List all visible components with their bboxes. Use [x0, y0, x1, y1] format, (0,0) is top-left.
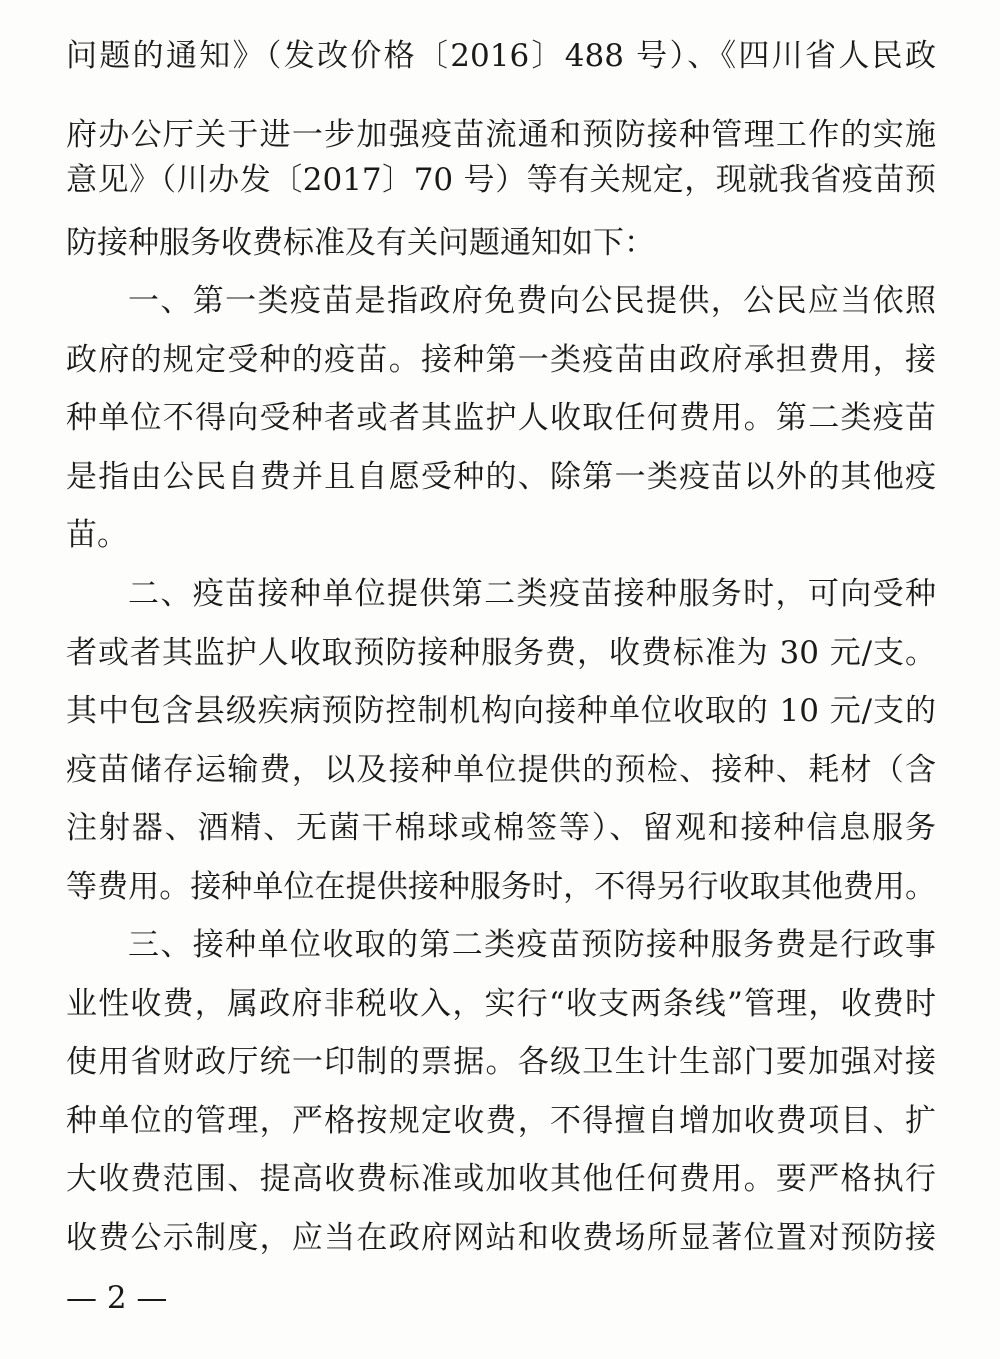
text-line: 注射器、酒精、无菌干棉球或棉签等）、留观和接种信息服务 — [66, 810, 936, 846]
text-line: 者或者其监护人收取预防接种服务费，收费标准为 30 元/支。 — [66, 635, 936, 671]
text-line: 使用省财政厅统一印制的票据。各级卫生计生部门要加强对接 — [66, 1044, 936, 1080]
text-line: 种单位不得向受种者或者其监护人收取任何费用。第二类疫苗 — [66, 400, 936, 436]
paragraph-2-first-line: 二、疫苗接种单位提供第二类疫苗接种服务时，可向受种 — [128, 576, 936, 612]
text-line: 是指由公民自费并且自愿受种的、除第一类疫苗以外的其他疫 — [66, 459, 936, 495]
paragraph-3-first-line: 三、接种单位收取的第二类疫苗预防接种服务费是行政事 — [128, 927, 936, 963]
text-line: 问题的通知》（发改价格〔2016〕488 号）、《四川省人民政 — [66, 38, 936, 74]
text-line: 疫苗储存运输费，以及接种单位提供的预检、接种、耗材（含 — [66, 752, 936, 788]
paragraph-1-first-line: 一、第一类疫苗是指政府免费向公民提供，公民应当依照 — [128, 283, 936, 319]
text-line: 其中包含县级疾病预防控制机构向接种单位收取的 10 元/支的 — [66, 693, 936, 729]
text-line: 府办公厅关于进一步加强疫苗流通和预防接种管理工作的实施 — [66, 117, 936, 153]
text-line: 种单位的管理，严格按规定收费，不得擅自增加收费项目、扩 — [66, 1103, 936, 1139]
text-line: 政府的规定受种的疫苗。接种第一类疫苗由政府承担费用，接 — [66, 342, 936, 378]
text-line: 收费公示制度，应当在政府网站和收费场所显著位置对预防接 — [66, 1220, 936, 1256]
text-line: 意见》（川办发〔2017〕70 号）等有关规定，现就我省疫苗预 — [66, 162, 936, 198]
text-line: 业性收费，属政府非税收入，实行“收支两条线”管理，收费时 — [66, 986, 936, 1022]
text-line: 防接种服务收费标准及有关问题通知如下： — [66, 225, 655, 261]
text-line: 等费用。接种单位在提供接种服务时，不得另行收取其他费用。 — [66, 869, 936, 905]
text-line: 大收费范围、提高收费标准或加收其他任何费用。要严格执行 — [66, 1161, 936, 1197]
text-line: 苗。 — [66, 517, 128, 553]
page-number: — 2 — — [66, 1280, 168, 1316]
